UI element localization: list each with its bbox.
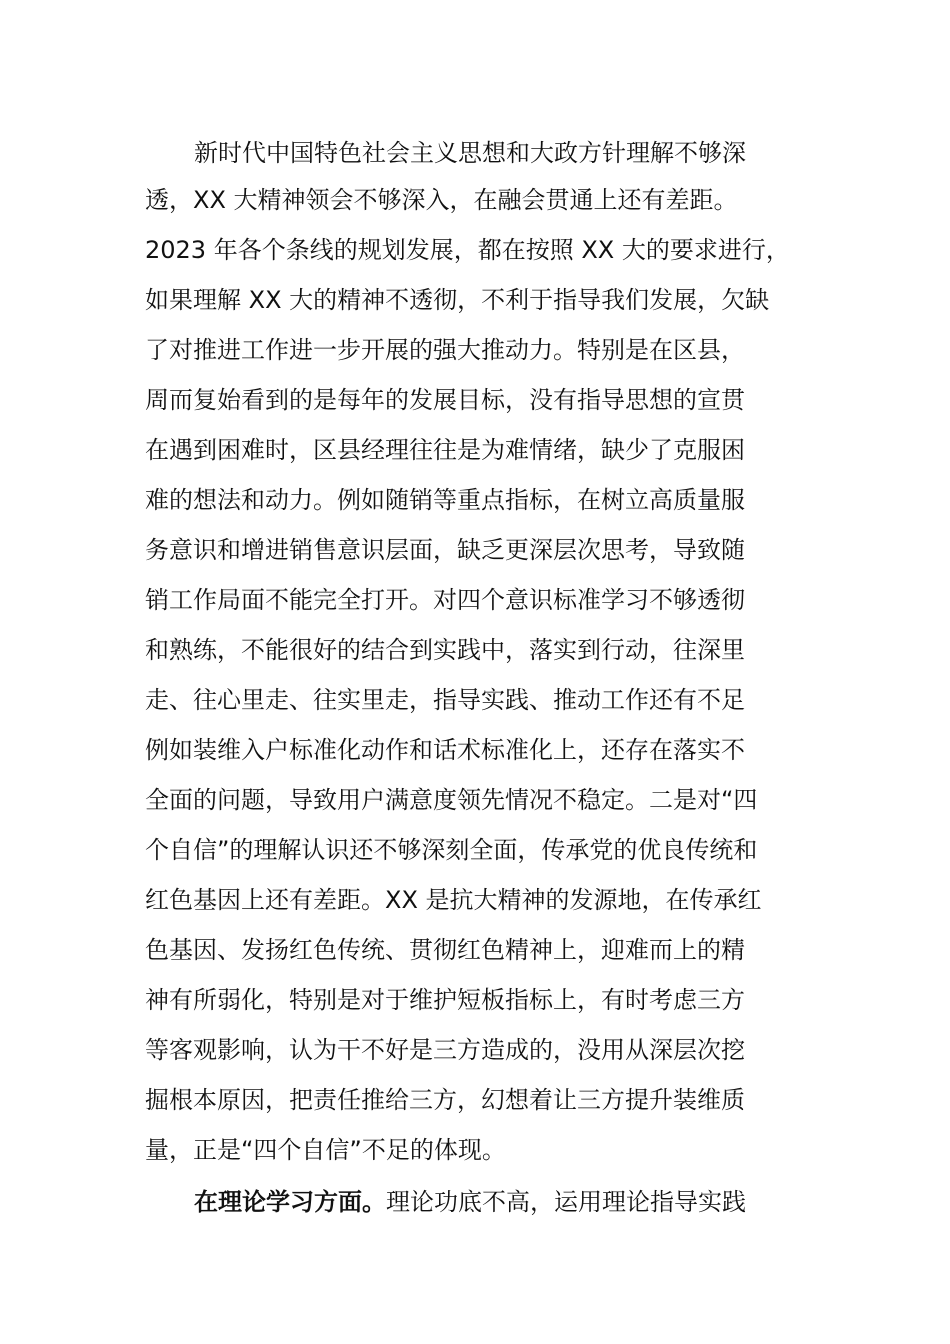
paragraph-line: 量，正是“四个自信”不足的体现。 — [145, 1136, 506, 1164]
paragraph-line: 销工作局面不能完全打开。对四个意识标准学习不够透彻 — [145, 586, 745, 614]
paragraph-line: 走、往心里走、往实里走，指导实践、推动工作还有不足 — [145, 686, 745, 714]
paragraph-line: 难的想法和动力。例如随销等重点指标，在树立高质量服 — [145, 486, 745, 514]
section-text: 理论功底不高，运用理论指导实践 — [386, 1188, 746, 1216]
paragraph-line: 个自信”的理解认识还不够深刻全面，传承党的优良传统和 — [145, 836, 758, 864]
paragraph-line: 等客观影响，认为干不好是三方造成的，没用从深层次挖 — [145, 1036, 745, 1064]
paragraph-line: 例如装维入户标准化动作和话术标准化上，还存在落实不 — [145, 736, 745, 764]
paragraph-line: 色基因、发扬红色传统、贯彻红色精神上，迎难而上的精 — [145, 936, 745, 964]
paragraph-line: 在遇到困难时，区县经理往往是为难情绪，缺少了克服困 — [145, 436, 745, 464]
paragraph-line: 新时代中国特色社会主义思想和大政方针理解不够深 — [194, 139, 746, 167]
section-heading: 在理论学习方面。 — [194, 1188, 386, 1216]
paragraph-line: 掘根本原因，把责任推给三方，幻想着让三方提升装维质 — [145, 1086, 745, 1114]
paragraph-line: 神有所弱化，特别是对于维护短板指标上，有时考虑三方 — [145, 986, 745, 1014]
paragraph-line: 红色基因上还有差距。XX 是抗大精神的发源地，在传承红 — [145, 886, 762, 914]
paragraph-line: 了对推进工作进一步开展的强大推动力。特别是在区县， — [145, 336, 745, 364]
paragraph-line: 2023 年各个条线的规划发展，都在按照 XX 大的要求进行， — [145, 236, 790, 264]
paragraph-line: 全面的问题，导致用户满意度领先情况不稳定。二是对“四 — [145, 786, 758, 814]
section-paragraph — [194, 1182, 746, 1222]
paragraph-line: 透，XX 大精神领会不够深入，在融会贯通上还有差距。 — [145, 186, 738, 214]
paragraph-line: 和熟练，不能很好的结合到实践中，落实到行动，往深里 — [145, 636, 745, 664]
paragraph-line: 如果理解 XX 大的精神不透彻，不利于指导我们发展，欠缺 — [145, 286, 770, 314]
paragraph-line: 务意识和增进销售意识层面，缺乏更深层次思考，导致随 — [145, 536, 745, 564]
paragraph-line: 周而复始看到的是每年的发展目标，没有指导思想的宣贯 — [145, 386, 745, 414]
